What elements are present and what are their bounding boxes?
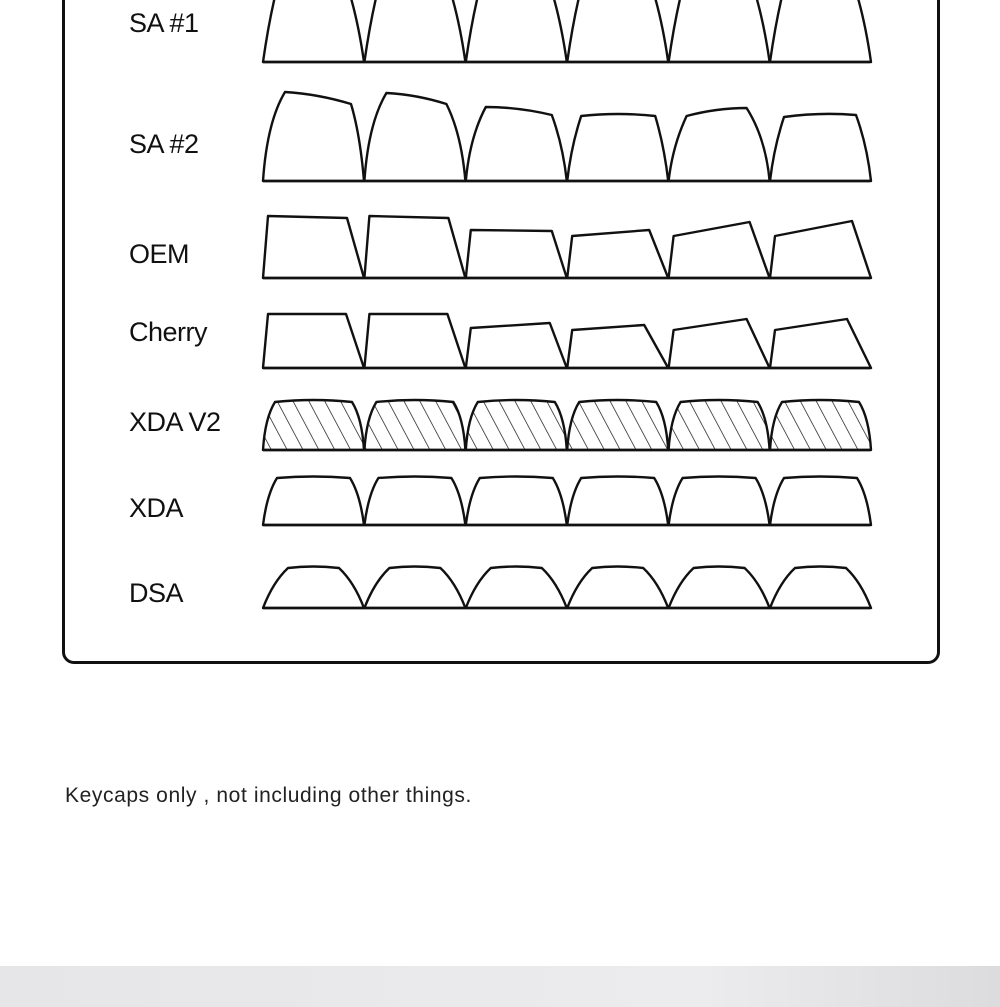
keycap-xda-1 — [263, 477, 364, 526]
keycap-xda-3 — [466, 477, 567, 526]
keycap-sa1-4 — [567, 0, 668, 62]
keycap-sa2-1 — [263, 92, 364, 181]
keycap-sa2-6 — [770, 114, 871, 181]
profile-label-cherry: Cherry — [129, 317, 208, 347]
keycap-cherry-4 — [567, 325, 668, 368]
profile-label-sa1: SA #1 — [129, 8, 199, 38]
keycap-sa1-2 — [364, 0, 465, 62]
keycap-oem-1 — [263, 216, 364, 278]
caption-text: Keycaps only , not including other things. — [65, 784, 472, 807]
keycap-dsa-5 — [669, 567, 770, 609]
keycap-xdav2-4 — [567, 400, 668, 450]
keycap-sa2-4 — [567, 114, 668, 181]
keycap-sa1-5 — [669, 0, 770, 62]
keycap-xda-2 — [364, 477, 465, 526]
keycap-sa1-1 — [263, 0, 364, 62]
keycap-oem-3 — [466, 230, 567, 278]
keycap-dsa-2 — [364, 567, 465, 609]
keycap-oem-4 — [567, 230, 668, 278]
keycap-cherry-3 — [466, 323, 567, 368]
keycap-xdav2-1 — [263, 400, 364, 450]
keycap-cherry-5 — [669, 319, 770, 368]
keycap-xdav2-6 — [770, 400, 871, 450]
bottom-band — [0, 966, 1000, 1007]
keycap-oem-5 — [669, 222, 770, 278]
keycap-dsa-3 — [466, 567, 567, 609]
profile-label-sa2: SA #2 — [129, 129, 199, 159]
keycap-dsa-1 — [263, 567, 364, 609]
keycap-oem-6 — [770, 221, 871, 278]
keycap-xdav2-5 — [669, 400, 770, 450]
keycap-xda-4 — [567, 477, 668, 526]
profile-label-oem: OEM — [129, 239, 190, 269]
keycap-xdav2-3 — [466, 400, 567, 450]
keycap-sa1-3 — [466, 0, 567, 62]
keycap-sa2-3 — [466, 107, 567, 181]
keycap-cherry-6 — [770, 319, 871, 368]
keycap-dsa-6 — [770, 567, 871, 609]
keycap-oem-2 — [364, 216, 465, 278]
keycap-xda-5 — [669, 477, 770, 526]
keycap-cherry-1 — [263, 314, 364, 368]
keycap-sa2-2 — [364, 93, 465, 181]
keycap-sa1-6 — [770, 0, 871, 62]
keycap-dsa-4 — [567, 567, 668, 609]
profile-label-dsa: DSA — [129, 578, 184, 608]
profile-label-xda: XDA — [129, 493, 184, 523]
keycap-xda-6 — [770, 477, 871, 526]
keycap-sa2-5 — [669, 108, 770, 181]
keycap-xdav2-2 — [364, 400, 465, 450]
keycap-cherry-2 — [364, 314, 465, 368]
profile-label-xdav2: XDA V2 — [129, 407, 221, 437]
